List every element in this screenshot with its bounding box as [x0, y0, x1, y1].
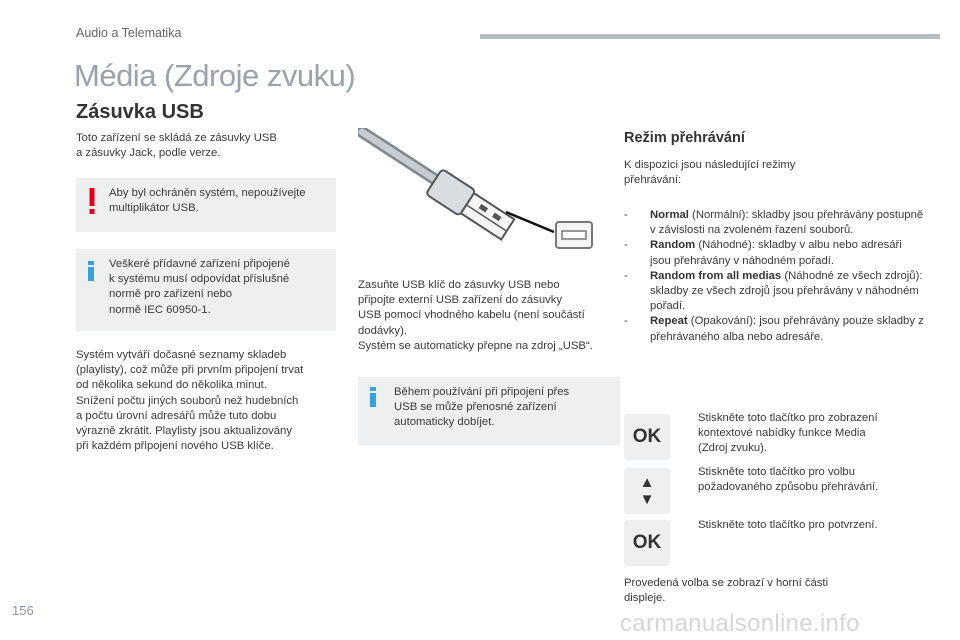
page-title: Média (Zdroje zvuku) [74, 58, 356, 93]
exclamation-icon [88, 188, 96, 214]
arrow-down-icon: ▼ [639, 491, 655, 508]
up-down-button-icon [624, 468, 670, 514]
step-ok-text: Stiskněte toto tlačítko pro zobrazení kontextové nabídky funkce Media (Zdroj zvuku). [698, 412, 878, 455]
section-title: Zásuvka USB [76, 101, 204, 123]
usb-info-text: Během používání při připojení přes USB se může přenosné zařízení automaticky dobíjet. [394, 386, 570, 429]
arrow-up-icon: ▲ [639, 474, 655, 491]
watermark: carmanualsonline.info [620, 610, 860, 637]
playlist-text: Systém vytváří dočasné seznamy skladeb (playlisty), což může při prvním připojení trvat od několika sekund do několika minut. Snížení počtu jiných souborů než hudebních a počtu úrovní adresářů může tuto dobu výrazně zkrátit. Playlisty jsou aktualizovány při každém připojení nového USB klíče. [76, 349, 304, 453]
ok-button-icon: OK [624, 414, 670, 460]
result-text: Provedená volba se zobrazí v horní části displeje. [624, 577, 829, 605]
usb-illustration [358, 128, 598, 258]
info-icon [370, 387, 376, 407]
step-select-text: Stiskněte toto tlačítko pro volbu požadovaného způsobu přehrávání. [698, 466, 879, 494]
usb-instruction-text: Zasuňte USB klíč do zásuvky USB nebo připojte externí USB zařízení do zásuvky USB pomocí vhodného kabelu (není součástí dodávky). Systém se automaticky přepne na zdroj „USB“. [358, 279, 593, 352]
mode-random: - Random (Náhodné): skladby v albu nebo adresáři jsou přehrávány v náhodném pořadí. [624, 239, 902, 267]
info-box [76, 249, 336, 331]
info-text: Veškeré přídavné zařízení připojené k systému musí odpovídat příslušné normě pro zařízení nebo normě IEC 60950-1. [109, 258, 290, 316]
playback-modes-list [624, 208, 924, 345]
playback-intro: K dispozici jsou následující režimy přehrávání: [624, 159, 796, 187]
usb-info-box [358, 377, 620, 445]
step-confirm-text: Stiskněte toto tlačítko pro potvrzení. [698, 519, 878, 531]
warning-text: Aby byl ochráněn systém, nepoužívejte multiplikátor USB. [109, 187, 306, 215]
mode-repeat: - Repeat (Opakování): jsou přehrávány pouze skladby z přehrávaného alba nebo adresáře. [624, 315, 924, 343]
mode-normal: - Normal (Normální): skladby jsou přehrávány postupně v závislosti na zvoleném řazení souborů. [624, 209, 924, 237]
page-number: 156 [12, 603, 34, 618]
mode-random-all: - Random from all medias (Náhodné ze všech zdrojů): skladby ze všech zdrojů jsou přehrávány v náhodném pořadí. [624, 269, 923, 313]
playback-mode-title: Režim přehrávání [624, 130, 745, 146]
intro-text: Toto zařízení se skládá ze zásuvky USB a zásuvky Jack, podle verze. [76, 132, 277, 160]
warning-box [76, 178, 336, 232]
header-bar [480, 34, 940, 39]
ok-confirm-button-icon: OK [624, 520, 670, 566]
header-section-label: Audio a Telematika [76, 26, 182, 40]
info-icon [88, 261, 94, 281]
